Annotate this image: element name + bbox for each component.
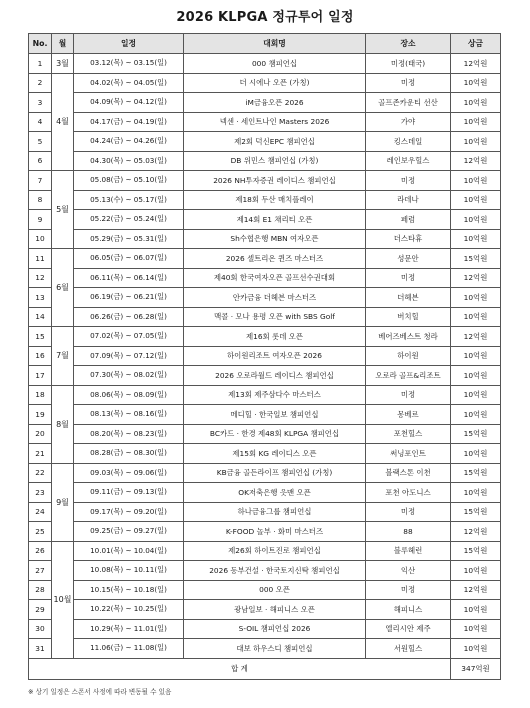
cell-name: S-OIL 챔피언십 2026 [184,619,366,639]
cell-month: 7월 [52,327,74,386]
cell-venue: 베어즈베스트 청라 [366,327,451,347]
cell-venue: 더헤븐 [366,288,451,308]
header-name: 대회명 [184,34,366,54]
cell-prize: 10억원 [451,307,501,327]
cell-name: 제15회 KG 레이디스 오픈 [184,444,366,464]
cell-name: 광남일보 · 해피니스 오픈 [184,600,366,620]
cell-prize: 10억원 [451,561,501,581]
cell-prize: 10억원 [451,132,501,152]
cell-prize: 10억원 [451,288,501,308]
cell-venue: 미정(태국) [366,54,451,74]
cell-no: 29 [29,600,52,620]
cell-name: 대보 하우스디 챔피언십 [184,639,366,659]
cell-name: 하이원리조트 여자오픈 2026 [184,346,366,366]
cell-dates: 04.17(금) ~ 04.19(일) [74,112,184,132]
cell-dates: 10.15(목) ~ 10.18(일) [74,580,184,600]
cell-dates: 10.22(목) ~ 10.25(일) [74,600,184,620]
cell-name: 맥콜 · 모나 용평 오픈 with SBS Golf [184,307,366,327]
cell-name: OK저축은행 읏맨 오픈 [184,483,366,503]
cell-venue: 페럼 [366,210,451,230]
cell-no: 5 [29,132,52,152]
cell-name: 제2회 덕신EPC 챔피언십 [184,132,366,152]
cell-venue: 미정 [366,580,451,600]
cell-name: 2026 NH투자증권 레이디스 챔피언십 [184,171,366,191]
cell-prize: 15억원 [451,541,501,561]
cell-no: 15 [29,327,52,347]
cell-venue: 더스타휴 [366,229,451,249]
cell-no: 17 [29,366,52,386]
total-prize: 347억원 [451,658,501,679]
cell-dates: 05.22(금) ~ 05.24(일) [74,210,184,230]
schedule-body [29,54,501,659]
table-row [29,385,501,405]
cell-prize: 10억원 [451,619,501,639]
cell-prize: 10억원 [451,385,501,405]
cell-prize: 10억원 [451,639,501,659]
cell-no: 19 [29,405,52,425]
cell-dates: 06.11(목) ~ 06.14(일) [74,268,184,288]
table-row [29,327,501,347]
table-row [29,424,501,444]
table-row [29,288,501,308]
cell-month: 3월 [52,54,74,74]
cell-name: 000 챔피언십 [184,54,366,74]
cell-name: 제18회 두산 매치플레이 [184,190,366,210]
cell-venue: 미정 [366,171,451,191]
table-row [29,210,501,230]
cell-no: 10 [29,229,52,249]
table-header-row [29,34,501,54]
cell-no: 9 [29,210,52,230]
cell-no: 23 [29,483,52,503]
table-row [29,600,501,620]
table-row [29,502,501,522]
cell-name: 제26회 하이트진로 챔피언십 [184,541,366,561]
cell-no: 28 [29,580,52,600]
cell-prize: 10억원 [451,210,501,230]
table-row [29,307,501,327]
cell-prize: 10억원 [451,366,501,386]
cell-venue: 미정 [366,73,451,93]
table-row [29,190,501,210]
cell-name: 제40회 한국여자오픈 골프선수권대회 [184,268,366,288]
cell-name: DB 위민스 챔피언십 (가칭) [184,151,366,171]
cell-no: 26 [29,541,52,561]
cell-dates: 06.26(금) ~ 06.28(일) [74,307,184,327]
table-row [29,132,501,152]
cell-prize: 15억원 [451,249,501,269]
cell-prize: 10억원 [451,405,501,425]
cell-no: 27 [29,561,52,581]
cell-venue: 골프존카운티 선산 [366,93,451,113]
cell-month: 9월 [52,463,74,541]
cell-venue: 블루헤런 [366,541,451,561]
cell-dates: 04.09(목) ~ 04.12(일) [74,93,184,113]
header-venue: 장소 [366,34,451,54]
table-row [29,522,501,542]
cell-no: 22 [29,463,52,483]
cell-prize: 10억원 [451,171,501,191]
total-label: 합 계 [29,658,451,679]
header-month: 월 [52,34,74,54]
table-row [29,229,501,249]
cell-dates: 07.02(목) ~ 07.05(일) [74,327,184,347]
table-row [29,619,501,639]
cell-no: 6 [29,151,52,171]
cell-prize: 10억원 [451,190,501,210]
cell-dates: 04.24(금) ~ 04.26(일) [74,132,184,152]
cell-dates: 05.08(금) ~ 05.10(일) [74,171,184,191]
cell-no: 18 [29,385,52,405]
cell-venue: 포천힐스 [366,424,451,444]
table-row [29,580,501,600]
footnote: ※ 상기 일정은 스폰서 사정에 따라 변동될 수 있음 [28,688,172,696]
table-row [29,444,501,464]
cell-no: 14 [29,307,52,327]
table-row [29,541,501,561]
cell-venue: 성문안 [366,249,451,269]
cell-no: 11 [29,249,52,269]
cell-name: iM금융오픈 2026 [184,93,366,113]
cell-venue: 익산 [366,561,451,581]
cell-name: K-FOOD 놀부 · 화미 마스터즈 [184,522,366,542]
cell-prize: 12억원 [451,268,501,288]
cell-dates: 06.05(금) ~ 06.07(일) [74,249,184,269]
table-row [29,405,501,425]
cell-dates: 04.30(목) ~ 05.03(일) [74,151,184,171]
cell-prize: 12억원 [451,54,501,74]
cell-month: 5월 [52,171,74,249]
cell-prize: 10억원 [451,229,501,249]
cell-venue: 미정 [366,268,451,288]
cell-prize: 12억원 [451,580,501,600]
cell-dates: 07.09(목) ~ 07.12(일) [74,346,184,366]
cell-no: 16 [29,346,52,366]
cell-dates: 08.28(금) ~ 08.30(일) [74,444,184,464]
cell-dates: 04.02(목) ~ 04.05(일) [74,73,184,93]
cell-no: 24 [29,502,52,522]
table-row [29,561,501,581]
cell-prize: 15억원 [451,463,501,483]
cell-dates: 05.29(금) ~ 05.31(일) [74,229,184,249]
cell-venue: 킹스데일 [366,132,451,152]
table-row [29,73,501,93]
total-row [29,658,501,679]
cell-venue: 레인보우힐스 [366,151,451,171]
cell-prize: 10억원 [451,483,501,503]
cell-venue: 버치힐 [366,307,451,327]
cell-name: 제16회 롯데 오픈 [184,327,366,347]
cell-month: 10월 [52,541,74,658]
cell-month: 4월 [52,73,74,171]
table-row [29,463,501,483]
cell-name: 안카금융 더헤븐 마스터즈 [184,288,366,308]
cell-dates: 10.08(목) ~ 10.11(일) [74,561,184,581]
cell-venue: 블랙스톤 이천 [366,463,451,483]
header-dates: 일정 [74,34,184,54]
cell-prize: 15억원 [451,424,501,444]
cell-dates: 05.13(수) ~ 05.17(일) [74,190,184,210]
table-row [29,93,501,113]
cell-venue: 몽베르 [366,405,451,425]
cell-name: 2026 동부건설 · 한국토지신탁 챔피언십 [184,561,366,581]
cell-name: 메디힐 · 한국일보 챔피언십 [184,405,366,425]
cell-dates: 09.25(금) ~ 09.27(일) [74,522,184,542]
cell-dates: 09.11(금) ~ 09.13(일) [74,483,184,503]
cell-no: 8 [29,190,52,210]
cell-month: 6월 [52,249,74,327]
cell-dates: 03.12(목) ~ 03.15(일) [74,54,184,74]
cell-name: 제13회 제주삼다수 마스터스 [184,385,366,405]
cell-venue: 하이원 [366,346,451,366]
cell-name: 더 시에나 오픈 (가칭) [184,73,366,93]
cell-venue: 해피니스 [366,600,451,620]
header-prize: 상금 [451,34,501,54]
table-row [29,639,501,659]
cell-dates: 08.06(목) ~ 08.09(일) [74,385,184,405]
table-row [29,171,501,191]
cell-name: 제14회 E1 채리티 오픈 [184,210,366,230]
table-row [29,249,501,269]
cell-prize: 12억원 [451,327,501,347]
schedule-table [28,33,501,680]
cell-no: 3 [29,93,52,113]
cell-prize: 10억원 [451,600,501,620]
cell-no: 31 [29,639,52,659]
table-row [29,366,501,386]
cell-venue: 미정 [366,502,451,522]
cell-no: 4 [29,112,52,132]
cell-name: Sh수협은행 MBN 여자오픈 [184,229,366,249]
cell-month: 8월 [52,385,74,463]
cell-dates: 07.30(목) ~ 08.02(일) [74,366,184,386]
cell-venue: 서원힐스 [366,639,451,659]
cell-dates: 06.19(금) ~ 06.21(일) [74,288,184,308]
table-row [29,112,501,132]
cell-dates: 09.03(목) ~ 09.06(일) [74,463,184,483]
cell-dates: 10.29(목) ~ 11.01(일) [74,619,184,639]
cell-prize: 10억원 [451,346,501,366]
cell-venue: 써닝포인트 [366,444,451,464]
cell-venue: 라데나 [366,190,451,210]
table-row [29,483,501,503]
cell-no: 1 [29,54,52,74]
table-row [29,346,501,366]
cell-no: 30 [29,619,52,639]
cell-prize: 10억원 [451,93,501,113]
cell-venue: 미정 [366,385,451,405]
cell-no: 25 [29,522,52,542]
cell-name: BC카드 · 한경 제48회 KLPGA 챔피언십 [184,424,366,444]
cell-dates: 10.01(목) ~ 10.04(일) [74,541,184,561]
page-title: 2026 KLPGA 정규투어 일정 [176,10,354,25]
cell-prize: 10억원 [451,444,501,464]
cell-name: 2026 오로라월드 레이디스 챔피언십 [184,366,366,386]
cell-no: 21 [29,444,52,464]
cell-name: 하나금융그룹 챔피언십 [184,502,366,522]
cell-dates: 11.06(금) ~ 11.08(일) [74,639,184,659]
header-no: No. [29,34,52,54]
cell-venue: 가야 [366,112,451,132]
cell-venue: 오로라 골프&리조트 [366,366,451,386]
cell-no: 7 [29,171,52,191]
cell-name: 2026 셀트리온 퀸즈 마스터즈 [184,249,366,269]
cell-name: 넥센 · 세인트나인 Masters 2026 [184,112,366,132]
cell-prize: 10억원 [451,112,501,132]
table-row [29,151,501,171]
cell-prize: 10억원 [451,73,501,93]
cell-venue: 88 [366,522,451,542]
cell-prize: 12억원 [451,522,501,542]
table-row [29,268,501,288]
cell-venue: 엘리시안 제주 [366,619,451,639]
cell-dates: 09.17(목) ~ 09.20(일) [74,502,184,522]
cell-no: 2 [29,73,52,93]
cell-venue: 포천 아도니스 [366,483,451,503]
cell-no: 20 [29,424,52,444]
cell-prize: 15억원 [451,502,501,522]
cell-dates: 08.20(목) ~ 08.23(일) [74,424,184,444]
cell-prize: 12억원 [451,151,501,171]
cell-name: 000 오픈 [184,580,366,600]
cell-dates: 08.13(목) ~ 08.16(일) [74,405,184,425]
cell-no: 13 [29,288,52,308]
table-row [29,54,501,74]
cell-no: 12 [29,268,52,288]
cell-name: KB금융 골든라이프 챔피언십 (가칭) [184,463,366,483]
